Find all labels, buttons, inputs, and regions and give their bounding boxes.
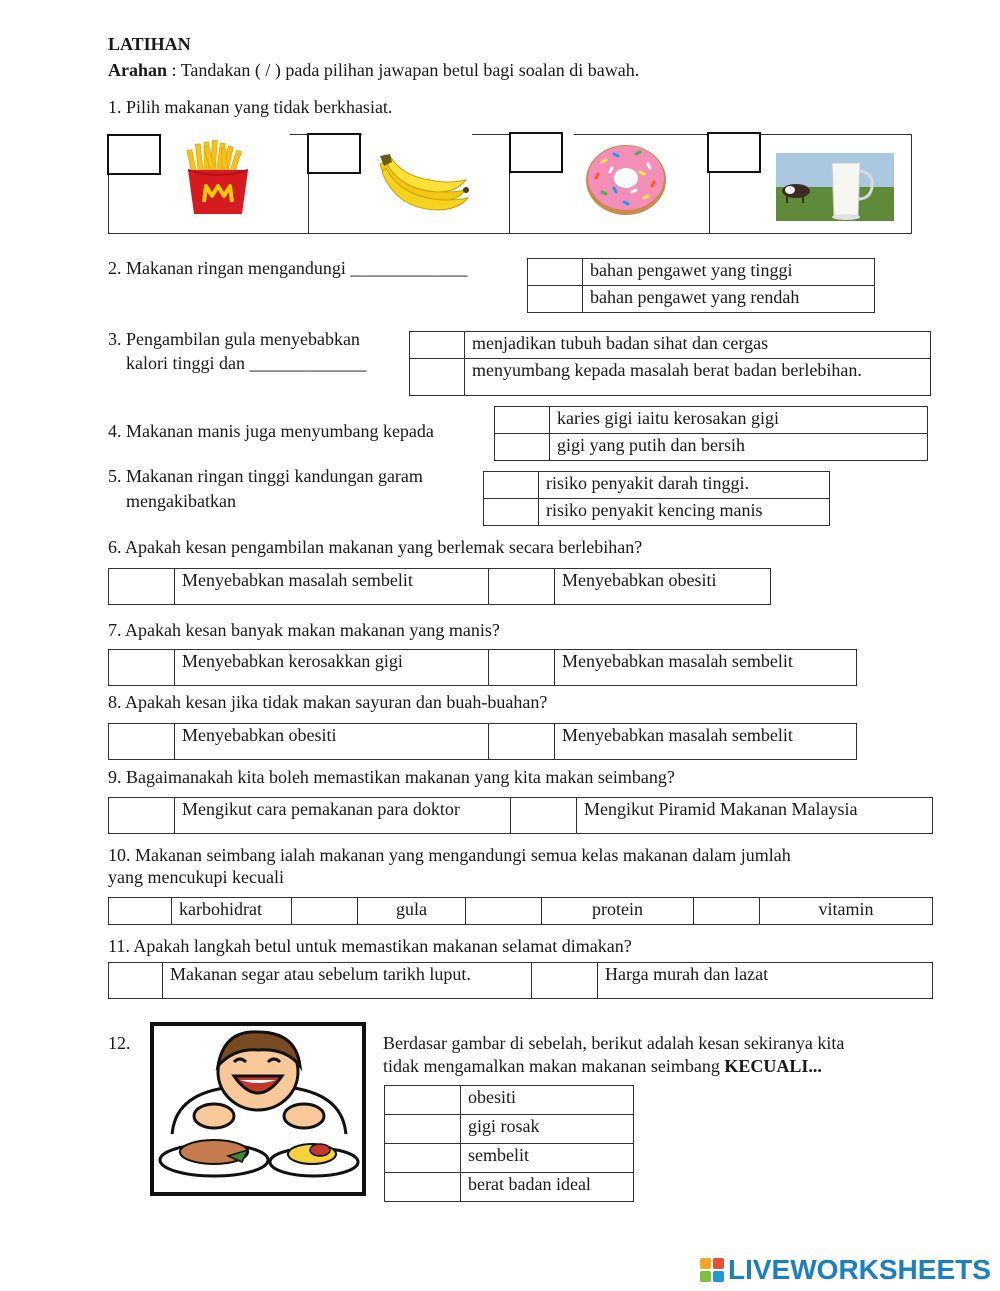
q4-question: 4. Makanan manis juga menyumbang kepada bbox=[108, 421, 434, 441]
q2-option-1: bahan pengawet yang tinggi bbox=[583, 259, 875, 286]
q1-question: 1. Pilih makanan yang tidak berkhasiat. bbox=[108, 97, 393, 117]
q3-option-2: menyumbang kepada masalah berat badan berlebihan. bbox=[465, 359, 931, 396]
q12-option-2: gigi rosak bbox=[461, 1115, 634, 1144]
q3-options-table bbox=[409, 331, 931, 396]
q10-option-row bbox=[109, 898, 933, 925]
q5-options-table bbox=[483, 471, 830, 526]
q8-options-table bbox=[108, 723, 857, 760]
q12-option-row bbox=[385, 1115, 634, 1144]
q3-answer-box-2[interactable] bbox=[410, 359, 465, 396]
q10-answer-box-4[interactable] bbox=[694, 898, 760, 925]
q11-answer-box-2[interactable] bbox=[532, 963, 598, 999]
q11-option-2: Harga murah dan lazat bbox=[598, 963, 933, 999]
q11-option-1: Makanan segar atau sebelum tarikh luput. bbox=[163, 963, 532, 999]
q10-answer-box-1[interactable] bbox=[109, 898, 172, 925]
q10-option-2: gula bbox=[358, 898, 466, 925]
q4-option-1: karies gigi iaitu kerosakan gigi bbox=[550, 407, 928, 434]
q12-option-1: obesiti bbox=[461, 1086, 634, 1115]
q12-option-row bbox=[385, 1144, 634, 1173]
q2-option-row bbox=[528, 286, 875, 313]
q10-options-table bbox=[108, 897, 933, 925]
q10-option-3: protein bbox=[542, 898, 694, 925]
q6-answer-box-2[interactable] bbox=[489, 569, 555, 605]
q12-picture-frame bbox=[150, 1022, 366, 1196]
q7-options-table bbox=[108, 649, 857, 686]
q9-answer-box-2[interactable] bbox=[511, 798, 577, 834]
q5-question-line1: 5. Makanan ringan tinggi kandungan garam bbox=[108, 466, 423, 486]
q1-answer-box-fries[interactable] bbox=[107, 134, 161, 175]
q8-option-1: Menyebabkan obesiti bbox=[175, 724, 489, 760]
q12-option-row bbox=[385, 1086, 634, 1115]
q10-option-1: karbohidrat bbox=[172, 898, 292, 925]
q3-option-row bbox=[410, 332, 931, 359]
q10-answer-box-2[interactable] bbox=[292, 898, 358, 925]
q12-question-line1: Berdasar gambar di sebelah, berikut adalah kesan sekiranya kita bbox=[383, 1033, 845, 1053]
q2-option-2: bahan pengawet yang rendah bbox=[583, 286, 875, 313]
q12-option-4: berat badan ideal bbox=[461, 1173, 634, 1202]
q2-answer-box-1[interactable] bbox=[528, 259, 583, 286]
q8-answer-box-1[interactable] bbox=[109, 724, 175, 760]
q6-question: 6. Apakah kesan pengambilan makanan yang berlemak secara berlebihan? bbox=[108, 537, 643, 557]
q10-answer-box-3[interactable] bbox=[466, 898, 542, 925]
q1-answer-box-banana[interactable] bbox=[307, 133, 361, 174]
eating-boy-icon bbox=[154, 1026, 362, 1192]
q1-answer-box-milk[interactable] bbox=[707, 132, 761, 173]
donut-icon bbox=[584, 142, 668, 216]
q5-option-1: risiko penyakit darah tinggi. bbox=[539, 472, 830, 499]
q5-answer-box-2[interactable] bbox=[484, 499, 539, 526]
q8-option-row bbox=[109, 724, 857, 760]
q8-answer-box-2[interactable] bbox=[489, 724, 555, 760]
q3-question-line2: kalori tinggi dan _____________ bbox=[126, 353, 367, 373]
q2-answer-box-2[interactable] bbox=[528, 286, 583, 313]
q5-question-line2: mengakibatkan bbox=[126, 491, 236, 511]
q7-option-2: Menyebabkan masalah sembelit bbox=[555, 650, 857, 686]
q3-option-row bbox=[410, 359, 931, 396]
fries-icon bbox=[182, 140, 254, 216]
logo-squares-icon bbox=[700, 1258, 724, 1282]
q9-option-1: Mengikut cara pemakanan para doktor bbox=[175, 798, 511, 834]
q12-answer-box-1[interactable] bbox=[385, 1086, 461, 1115]
q7-answer-box-1[interactable] bbox=[109, 650, 175, 686]
q6-answer-box-1[interactable] bbox=[109, 569, 175, 605]
q9-option-row bbox=[109, 798, 933, 834]
q4-answer-box-1[interactable] bbox=[495, 407, 550, 434]
q3-question-line1: 3. Pengambilan gula menyebabkan bbox=[108, 329, 360, 349]
q4-option-row bbox=[495, 434, 928, 461]
q3-option-1: menjadikan tubuh badan sihat dan cergas bbox=[465, 332, 931, 359]
q4-option-2: gigi yang putih dan bersih bbox=[550, 434, 928, 461]
q9-options-table bbox=[108, 797, 933, 834]
q12-answer-box-4[interactable] bbox=[385, 1173, 461, 1202]
q7-option-1: Menyebabkan kerosakkan gigi bbox=[175, 650, 489, 686]
q11-option-row bbox=[109, 963, 933, 999]
q3-answer-box-1[interactable] bbox=[410, 332, 465, 359]
q12-number: 12. bbox=[108, 1033, 131, 1053]
q11-answer-box-1[interactable] bbox=[109, 963, 163, 999]
instruction bbox=[108, 59, 639, 81]
q12-options-table bbox=[384, 1085, 634, 1202]
instruction-label: Arahan bbox=[108, 60, 168, 80]
q12-question-emphasis: KECUALI... bbox=[724, 1056, 822, 1076]
q12-option-3: sembelit bbox=[461, 1144, 634, 1173]
q5-answer-box-1[interactable] bbox=[484, 472, 539, 499]
q5-option-row bbox=[484, 499, 830, 526]
q11-question: 11. Apakah langkah betul untuk memastikan makanan selamat dimakan? bbox=[108, 936, 632, 956]
q8-option-2: Menyebabkan masalah sembelit bbox=[555, 724, 857, 760]
q6-option-row bbox=[109, 569, 771, 605]
q4-option-row bbox=[495, 407, 928, 434]
q10-option-4: vitamin bbox=[760, 898, 933, 925]
logo-text: LIVEWORKSHEETS bbox=[728, 1254, 991, 1285]
liveworksheets-logo[interactable] bbox=[700, 1254, 991, 1286]
q10-question-line2: yang mencukupi kecuali bbox=[108, 867, 284, 887]
q7-question: 7. Apakah kesan banyak makan makanan yang manis? bbox=[108, 620, 500, 640]
q9-answer-box-1[interactable] bbox=[109, 798, 175, 834]
q2-options-table bbox=[527, 258, 875, 313]
q12-question-line2 bbox=[383, 1055, 822, 1077]
q6-options-table bbox=[108, 568, 771, 605]
q1-answer-box-donut[interactable] bbox=[509, 132, 563, 173]
q6-option-1: Menyebabkan masalah sembelit bbox=[175, 569, 489, 605]
q5-option-row bbox=[484, 472, 830, 499]
q9-option-2: Mengikut Piramid Makanan Malaysia bbox=[577, 798, 933, 834]
q12-question-line2-text: tidak mengamalkan makan makanan seimbang bbox=[383, 1056, 725, 1076]
q2-option-row bbox=[528, 259, 875, 286]
q7-answer-box-2[interactable] bbox=[489, 650, 555, 686]
q9-question: 9. Bagaimanakah kita boleh memastikan makanan yang kita makan seimbang? bbox=[108, 767, 675, 787]
q8-question: 8. Apakah kesan jika tidak makan sayuran dan buah-buahan? bbox=[108, 692, 548, 712]
q2-question: 2. Makanan ringan mengandungi _____________ bbox=[108, 258, 468, 278]
q4-answer-box-2[interactable] bbox=[495, 434, 550, 461]
q5-option-2: risiko penyakit kencing manis bbox=[539, 499, 830, 526]
milk-icon bbox=[776, 153, 894, 221]
q11-options-table bbox=[108, 962, 933, 999]
q12-answer-box-2[interactable] bbox=[385, 1115, 461, 1144]
worksheet-title: LATIHAN bbox=[108, 34, 191, 54]
q10-question-line1: 10. Makanan seimbang ialah makanan yang mengandungi semua kelas makanan dalam jumlah bbox=[108, 845, 791, 865]
q12-option-row bbox=[385, 1173, 634, 1202]
q7-option-row bbox=[109, 650, 857, 686]
q6-option-2: Menyebabkan obesiti bbox=[555, 569, 771, 605]
banana-icon bbox=[376, 150, 472, 214]
instruction-text: : Tandakan ( / ) pada pilihan jawapan betul bagi soalan di bawah. bbox=[167, 60, 640, 80]
q4-options-table bbox=[494, 406, 928, 461]
q12-answer-box-3[interactable] bbox=[385, 1144, 461, 1173]
